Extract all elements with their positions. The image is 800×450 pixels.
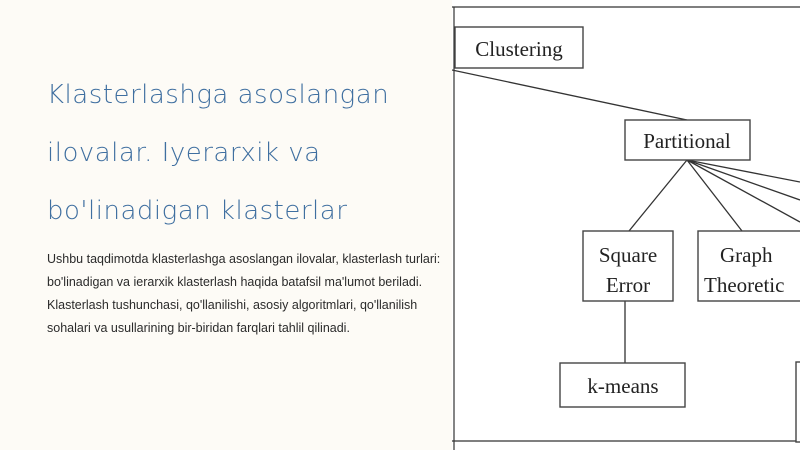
node-partitional-label: Partitional: [643, 129, 731, 153]
description-line-4: sohalari va usullarining bir-biridan farqlari tahlil qilinadi.: [47, 321, 350, 335]
node-square-error-label-2: Error: [605, 273, 651, 297]
title-line-2: ilovalar. Iyerarxik va: [47, 138, 321, 168]
title-line-3: bo'linadigan klasterlar: [47, 196, 348, 226]
title-line-1: Klasterlashga asoslangan: [47, 80, 390, 110]
taxonomy-diagram: [452, 0, 800, 450]
description-line-3: Klasterlash tushunchasi, qo'llanilishi, asosiy algoritmlari, qo'llanilish: [47, 298, 418, 312]
slide-description: [47, 248, 467, 340]
edge-partitional-graph: [687, 160, 742, 231]
node-square-error-label-1: Square: [598, 243, 658, 267]
node-kmeans-label: k-means: [587, 374, 659, 398]
description-line-1: Ushbu taqdimotda klasterlashga asoslangan ilovalar, klasterlash turlari:: [47, 252, 441, 266]
edge-partitional-offscreen-1: [687, 160, 800, 222]
node-clustering-label: Clustering: [475, 37, 563, 61]
edge-partitional-offscreen-2: [687, 160, 800, 200]
slide-title: [47, 66, 437, 240]
clustering-taxonomy-figure: [452, 0, 800, 450]
node-graph-label-2: Theoretic: [704, 273, 785, 297]
edge-clustering-partitional: [452, 70, 687, 120]
description-line-2: bo'linadigan va ierarxik klasterlash haqida batafsil ma'lumot beriladi.: [47, 275, 423, 289]
node-graph-label-1: Graph: [720, 243, 773, 267]
edge-partitional-square-error: [629, 160, 687, 231]
node-offscreen-partial: [796, 362, 800, 442]
edge-partitional-offscreen-3: [687, 160, 800, 182]
